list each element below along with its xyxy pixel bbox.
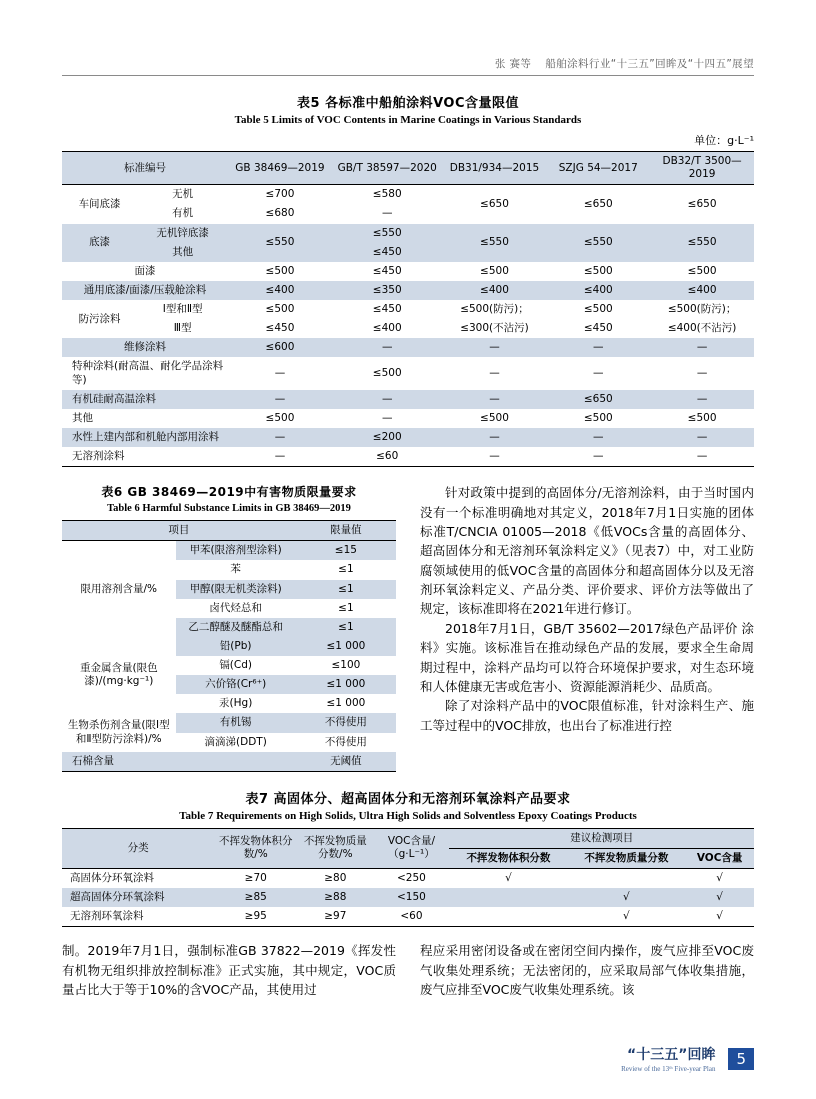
running-head-rule — [62, 75, 754, 76]
table5-header-4: SZJG 54—2017 — [546, 152, 650, 185]
running-head — [62, 56, 754, 71]
running-head-author: 张 赛等 — [494, 58, 532, 70]
footer-label — [621, 1044, 721, 1073]
table5-header-0: 标准编号 — [62, 152, 228, 185]
t5-r4-c6: ≤500 — [583, 264, 613, 277]
t5-r8-c4: — — [332, 338, 443, 357]
t7-r2-m3: √ — [716, 910, 723, 923]
table-row — [62, 338, 754, 357]
t6-r4-item: 乙二醇醚及醚酯总和 — [176, 618, 296, 637]
t5-r9-c5: — — [489, 366, 500, 379]
t5-r11-c1: 其他 — [72, 411, 93, 424]
t5-r12-c6: — — [546, 428, 650, 447]
t5-r5-c1: 通用底漆/面漆/压载舱涂料 — [62, 281, 228, 300]
t5-r7-c2: Ⅲ型 — [173, 322, 192, 335]
t5-r5-c4: ≤350 — [332, 281, 443, 300]
t6-r11-limit: 无阈值 — [296, 752, 396, 772]
t7-r2-c3: ≥97 — [324, 910, 347, 923]
t5-r8-c5: — — [443, 338, 547, 357]
t5-r11-c5: ≤500 — [480, 411, 509, 424]
table-row — [62, 300, 754, 319]
t6-r2-limit: ≤1 — [296, 580, 396, 599]
t5-r7-c6: ≤450 — [583, 322, 613, 335]
t7-r0-m2 — [567, 869, 685, 889]
t5-r2-c4: ≤550 — [332, 224, 443, 243]
t7-r0-m1: √ — [505, 872, 512, 884]
table6-header-row — [62, 521, 396, 541]
t7-r0-c4: <250 — [397, 872, 426, 884]
t5-r11-c3: ≤500 — [265, 411, 295, 424]
t5-r4-c3: ≤500 — [265, 264, 295, 277]
t7-r0-c2: ≥70 — [244, 872, 267, 884]
table6 — [62, 520, 396, 772]
table6-column — [62, 483, 396, 772]
table7-header-c2: 不挥发物体积分数/% — [214, 828, 297, 868]
t6-r8-item: 汞(Hg) — [219, 697, 253, 710]
t5-r5-c7: ≤400 — [650, 281, 754, 300]
t7-r2-m1 — [449, 907, 567, 927]
table7-header-c5a: 不挥发物体积分数 — [449, 848, 567, 868]
t7-r1-c4: <150 — [373, 888, 449, 907]
t5-r13-c3: — — [274, 450, 286, 462]
table5-unit: 单位：g·L⁻¹ — [694, 134, 754, 147]
table6-header-1: 限量值 — [296, 521, 396, 541]
t6-r2-item: 甲醇(限无机类涂料) — [176, 580, 296, 599]
t6-r5-item: 铅(Pb) — [176, 637, 296, 656]
table5-header-1: GB 38469—2019 — [228, 152, 332, 185]
t5-r7-c4: ≤400 — [372, 322, 402, 335]
t6-r4-limit: ≤1 — [296, 618, 396, 637]
t5-r10-c4: — — [332, 390, 443, 409]
table7 — [62, 828, 754, 928]
t6-r0-limit: ≤15 — [296, 541, 396, 561]
t6-g1: 重金属含量(限色漆)/(mg·kg⁻¹) — [79, 662, 158, 688]
t5-r13-c5: — — [489, 450, 500, 462]
t6-r6-item: 镉(Cd) — [219, 659, 253, 671]
t5-r6-c4: ≤450 — [372, 303, 402, 315]
t6-r7-item: 六价铬(Cr⁶⁺) — [176, 675, 296, 694]
table5-header-row — [62, 152, 754, 185]
t5-r7-c7: ≤400(不沾污) — [667, 322, 737, 335]
t5-r2-c5: ≤550 — [443, 224, 547, 262]
t5-r4-c4: ≤450 — [372, 264, 402, 277]
t5-r10-c1: 有机硅耐高温涂料 — [62, 390, 228, 409]
bottom-left-text: 制。2019年7月1日，强制标准GB 37822—2019《挥发性有机物无组织排放控制标准》正式实施，其中规定，VOC质量占比大于等于10%的含VOC产品，其使用过 — [62, 943, 396, 998]
table6-title-cn: 表6 GB 38469—2019中有害物质限量要求 — [101, 485, 357, 500]
table-row — [62, 888, 754, 907]
t5-r6-c3: ≤500 — [265, 303, 295, 315]
t5-r10-c7: — — [650, 390, 754, 409]
t5-r11-c7: ≤500 — [687, 411, 717, 424]
t5-r7-c3: ≤450 — [265, 322, 295, 335]
t7-r2-c4: <60 — [400, 910, 423, 923]
table7-title-cn: 表7 高固体分、超高固体分和无溶剂环氧涂料产品要求 — [245, 791, 571, 807]
table6-header-0: 项目 — [62, 521, 296, 541]
t5-r1-c2: 有机 — [172, 207, 194, 220]
t5-r0-c1: 车间底漆 — [78, 197, 121, 210]
t5-r6-c1: 防污涂料 — [78, 312, 121, 325]
t5-r9-c1: 特种涂料(耐高温、耐化学品涂料等) — [72, 360, 224, 386]
t7-r0-c1: 高固体分环氧涂料 — [70, 872, 154, 884]
t6-r8-limit: ≤1 000 — [326, 697, 366, 710]
t6-r3-limit: ≤1 — [338, 601, 354, 614]
table7-header-c1: 分类 — [62, 828, 214, 868]
t5-r0-c4: ≤580 — [372, 188, 402, 201]
table-row — [62, 752, 396, 772]
table-row — [62, 409, 754, 428]
t5-r2-c6: ≤550 — [546, 224, 650, 262]
t5-r13-c4: ≤60 — [376, 450, 399, 462]
t5-r9-c7: — — [696, 366, 708, 379]
t7-r0-m3: √ — [716, 872, 723, 884]
t5-r9-c6: — — [593, 366, 604, 379]
t6-r10-item: 滴滴涕(DDT) — [204, 735, 267, 748]
t5-r5-c5: ≤400 — [443, 281, 547, 300]
t5-r8-c6: — — [546, 338, 650, 357]
table-row — [62, 357, 754, 389]
right-para-2: 2018年7月1日，GB/T 35602—2017绿色产品评价 涂料》实施。该标准旨在推动绿色产品的发展，要求全生命周期过程中，涂料产品均可以符合环境保护要求，对生态环境和人体健康无害或危害小、资源能源消耗少、品质高。 — [420, 620, 754, 694]
table-row — [62, 185, 754, 205]
t7-r1-m2: √ — [567, 888, 685, 907]
t5-r3-c4: ≤450 — [332, 243, 443, 262]
t5-r4-c7: ≤500 — [687, 264, 717, 277]
t6-r9-item: 有机锡 — [176, 713, 296, 732]
table5-header-5: DB32/T 3500—2019 — [650, 152, 754, 185]
t6-r7-limit: ≤1 000 — [296, 675, 396, 694]
t7-r1-c2: ≥85 — [214, 888, 297, 907]
t5-r10-c6: ≤650 — [546, 390, 650, 409]
t6-g0: 限用溶剂含量/% — [80, 582, 158, 595]
t5-r6-c5: ≤500(防污)； — [460, 303, 529, 315]
table5-title-cn: 表5 各标准中船舶涂料VOC含量限值 — [297, 96, 519, 111]
t5-r12-c3: — — [228, 428, 332, 447]
table5 — [62, 151, 754, 467]
t5-r2-c3: ≤550 — [228, 224, 332, 262]
t6-r1-item: 苯 — [230, 563, 241, 576]
t5-r7-c5: ≤300(不沾污) — [460, 322, 529, 335]
right-para-3: 除了对涂料产品中的VOC限值标准，针对涂料生产、施工等过程中的VOC排放，也出台了标准进行控 — [420, 698, 754, 733]
footer-wrap — [621, 1044, 754, 1073]
t5-r2-c1: 底漆 — [62, 224, 137, 262]
t6-g2: 生物杀伤剂含量(限Ⅰ型和Ⅱ型防污涂料)/% — [67, 719, 170, 745]
bottom-right-column — [420, 941, 754, 999]
t5-r2-c2: 无机锌底漆 — [137, 224, 228, 243]
t5-r8-c3: ≤600 — [228, 338, 332, 357]
table-row — [62, 319, 754, 338]
t5-r3-c2: 其他 — [137, 243, 228, 262]
page-number: 5 — [728, 1048, 754, 1070]
table7-header-c5: 建议检测项目 — [449, 828, 754, 848]
t5-r5-c6: ≤400 — [546, 281, 650, 300]
table-row — [62, 428, 754, 447]
bottom-right-text: 程应采用密闭设备或在密闭空间内操作，废气应排至VOC废气收集处理系统；无法密闭的，应采取局部气体收集措施，废气应排至VOC废气收集处理系统。该 — [420, 943, 754, 998]
t6-r3-item: 卤代烃总和 — [209, 601, 262, 614]
table5-title-en: Table 5 Limits of VOC Contents in Marine Coatings in Various Standards — [234, 114, 582, 126]
table-row — [62, 281, 754, 300]
t5-r1-c3: ≤680 — [265, 207, 295, 220]
table7-header-row-1 — [62, 828, 754, 848]
t7-r1-m3: √ — [685, 888, 754, 907]
t5-r0-c2: 无机 — [172, 188, 194, 201]
table-row — [62, 447, 754, 467]
t7-r0-c3: ≥80 — [324, 872, 347, 884]
table-row — [62, 224, 754, 243]
t7-r2-m2: √ — [622, 910, 630, 923]
table-row — [62, 907, 754, 927]
t5-r11-c4: — — [381, 411, 393, 424]
table-row — [62, 541, 396, 561]
mid-section — [62, 483, 754, 772]
t6-r1-limit: ≤1 — [338, 563, 354, 576]
table6-title-en: Table 6 Harmful Substance Limits in GB 38469—2019 — [107, 503, 351, 515]
t5-r9-c3: — — [274, 366, 286, 379]
t5-r9-c4: ≤500 — [372, 366, 402, 379]
table7-header-c5b: 不挥发物质量分数 — [567, 848, 685, 868]
table7-header-c4: VOC含量/（g·L⁻¹） — [373, 828, 449, 868]
footer-section-cn: “十三五”回眸 — [627, 1047, 716, 1063]
table7-header-c3: 不挥发物质量分数/% — [297, 828, 373, 868]
t5-r2-c7: ≤550 — [650, 224, 754, 262]
t5-r13-c1: 无溶剂涂料 — [72, 450, 125, 462]
table-row — [62, 390, 754, 409]
t5-r12-c5: — — [443, 428, 547, 447]
t6-r9-limit: 不得使用 — [296, 713, 396, 732]
t5-r8-c7: — — [650, 338, 754, 357]
t7-r2-c2: ≥95 — [244, 910, 267, 923]
t7-r1-c1: 超高固体分环氧涂料 — [62, 888, 214, 907]
bottom-text-section — [62, 941, 754, 999]
t7-r2-c1: 无溶剂环氧涂料 — [70, 910, 144, 923]
t6-r0-item: 甲苯(限溶剂型涂料) — [176, 541, 296, 561]
t6-r11-item: 石棉含量 — [62, 752, 296, 772]
t5-r12-c7: — — [650, 428, 754, 447]
t7-r1-c3: ≥88 — [297, 888, 373, 907]
t6-r5-limit: ≤1 000 — [296, 637, 396, 656]
t7-r1-m1 — [449, 888, 567, 907]
t5-r11-c6: ≤500 — [583, 411, 613, 424]
t5-r1-c4: — — [381, 207, 393, 220]
table7-title-en: Table 7 Requirements on High Solids, Ultra High Solids and Solventless Epoxy Coatings Products — [179, 809, 637, 822]
t5-r0-c5: ≤650 — [480, 197, 509, 210]
t5-r4-c5: ≤500 — [480, 264, 509, 277]
t5-r0-c7: ≤650 — [687, 197, 717, 210]
t5-r0-c6: ≤650 — [583, 197, 613, 210]
t5-r6-c6: ≤500 — [583, 303, 613, 315]
bottom-left-column — [62, 941, 396, 999]
running-head-title: 船舶涂料行业“十三五”回眸及“十四五”展望 — [545, 58, 754, 70]
t5-r6-c7: ≤500(防污)； — [667, 303, 737, 315]
table-row — [62, 262, 754, 281]
page-footer — [621, 1044, 754, 1073]
table5-header-3: DB31/934—2015 — [443, 152, 547, 185]
right-text-column — [420, 483, 754, 772]
table-row — [62, 637, 396, 656]
t6-r6-limit: ≤100 — [331, 659, 361, 671]
right-para-1: 针对政策中提到的高固体分/无溶剂涂料，由于当时国内没有一个标准明确地对其定义，2018年7月1日实施的团体标准T/CNCIA 01005—2018《低VOCs含量的高固体分、超高固体分和无溶剂环氧涂料定义》（见表7）中，对工业防腐领域使用的低VOC含量的高固体分和超高固体分以及无溶剂环氧涂料定义、产品分类、评价要求、评价方法等做出了规定，该标准即将在2021年进行修订。 — [420, 485, 754, 617]
t5-r8-c1: 维修涂料 — [62, 338, 228, 357]
table-row — [62, 713, 396, 732]
t6-r10-limit: 不得使用 — [324, 735, 367, 748]
t5-r5-c3: ≤400 — [228, 281, 332, 300]
t5-r12-c1: 水性上建内部和机舱内部用涂料 — [62, 428, 228, 447]
t5-r10-c5: — — [443, 390, 547, 409]
t5-r4-c1: 面漆 — [134, 264, 156, 277]
t5-r13-c6: — — [593, 450, 604, 462]
t5-r0-c3: ≤700 — [265, 188, 295, 201]
footer-section-en: Review of the 13ᵗʰ Five-year Plan — [621, 1065, 716, 1073]
t5-r10-c3: — — [228, 390, 332, 409]
t5-r6-c2: Ⅰ型和Ⅱ型 — [162, 303, 203, 315]
table7-header-c5c: VOC含量 — [685, 848, 754, 868]
table5-header-2: GB/T 38597—2020 — [332, 152, 443, 185]
t5-r13-c7: — — [696, 450, 708, 462]
t5-r12-c4: ≤200 — [332, 428, 443, 447]
table-row — [62, 869, 754, 889]
